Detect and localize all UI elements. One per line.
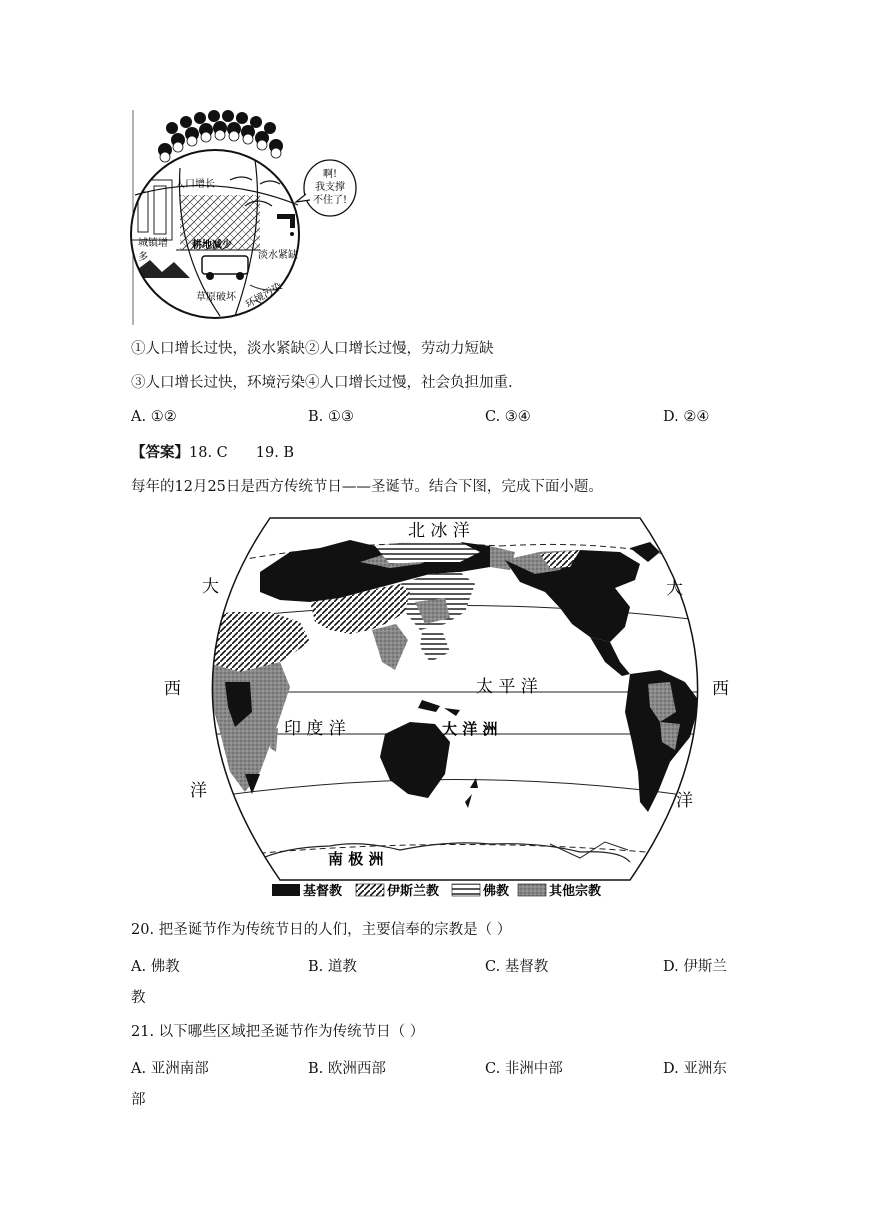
map-label-arctic: 北 冰 洋 [408,521,470,541]
q20-option-d[interactable]: D. 伊斯兰 [663,959,727,975]
label-city-1: 城镇增 [138,238,168,249]
map-label-antarctica: 南 极 洲 [328,850,384,868]
q21-option-d-wrap: 部 [131,1092,146,1108]
q21-stem: 21. 以下哪些区域把圣诞节作为传统节日（ ） [131,1024,425,1040]
q21-option-d[interactable]: D. 亚洲东 [663,1061,727,1077]
map-label-oceania: 大 洋 洲 [442,720,498,738]
q21-option-c[interactable]: C. 非洲中部 [485,1061,563,1077]
q20-option-b[interactable]: B. 道教 [308,959,357,975]
q20-option-a[interactable]: A. 佛教 [131,959,180,975]
q21-option-b[interactable]: B. 欧洲西部 [308,1061,386,1077]
option-a[interactable]: A. ①② [131,409,177,425]
answer-line [131,443,294,463]
q21-option-a[interactable]: A. 亚洲南部 [131,1061,209,1077]
population-cartoon [130,110,370,330]
legend-swatch-islam [356,884,384,896]
legend-other: 其他宗教 [549,884,602,899]
legend-swatch-other [518,884,546,896]
statement-1-2: ①人口增长过快，淡水紧缺②人口增长过慢，劳动力短缺 [131,341,494,357]
label-freshwater: 淡水紧缺 [258,250,298,261]
map-label-indian: 印 度 洋 [284,719,346,739]
map-label-pacific: 太 平 洋 [476,677,538,697]
label-population-growth: 人口增长 [175,179,215,190]
legend-buddhism: 佛教 [483,884,510,899]
option-c[interactable]: C. ③④ [485,409,531,425]
legend-islam: 伊斯兰教 [387,884,440,899]
map-label-atlantic-xi-left: 西 [164,679,181,699]
statement-3-4: ③人口增长过快，环境污染④人口增长过慢，社会负担加重. [131,375,513,391]
map-label-atlantic-yang-left: 洋 [190,781,207,801]
bubble-text-1: 啊! [322,169,338,180]
intro-text: 每年的12月25日是西方传统节日——圣诞节。结合下图，完成下面小题。 [131,479,603,495]
option-d[interactable]: D. ②④ [663,409,710,425]
map-label-atlantic-da-right: 大 [666,579,683,599]
legend-swatch-buddhism [452,884,480,896]
label-pollution: 环境污染 [244,281,285,311]
legend-christian: 基督教 [303,884,343,899]
q20-stem: 20. 把圣诞节作为传统节日的人们，主要信奉的宗教是（ ） [131,922,512,938]
answer-18: 18. C [189,445,228,461]
map-legend [272,883,602,899]
bubble-text-2: 我支撑 [315,182,345,193]
map-label-atlantic-da-left: 大 [202,577,219,597]
map-label-atlantic-yang-right: 洋 [676,791,693,811]
label-city-2: 多 [138,252,148,263]
answer-label: 【答案】 [131,444,189,461]
legend-swatch-christian [272,884,300,896]
q20-option-d-wrap: 教 [131,990,146,1006]
label-farmland: 耕地减少 [192,240,232,251]
label-grassland: 草原破坏 [196,292,236,303]
q20-option-c[interactable]: C. 基督教 [485,959,549,975]
map-label-atlantic-xi-right: 西 [712,679,729,699]
option-b[interactable]: B. ①③ [308,409,354,425]
bubble-text-3: 不住了! [312,195,348,206]
world-religion-map [160,512,750,904]
answer-19: 19. B [255,445,295,461]
